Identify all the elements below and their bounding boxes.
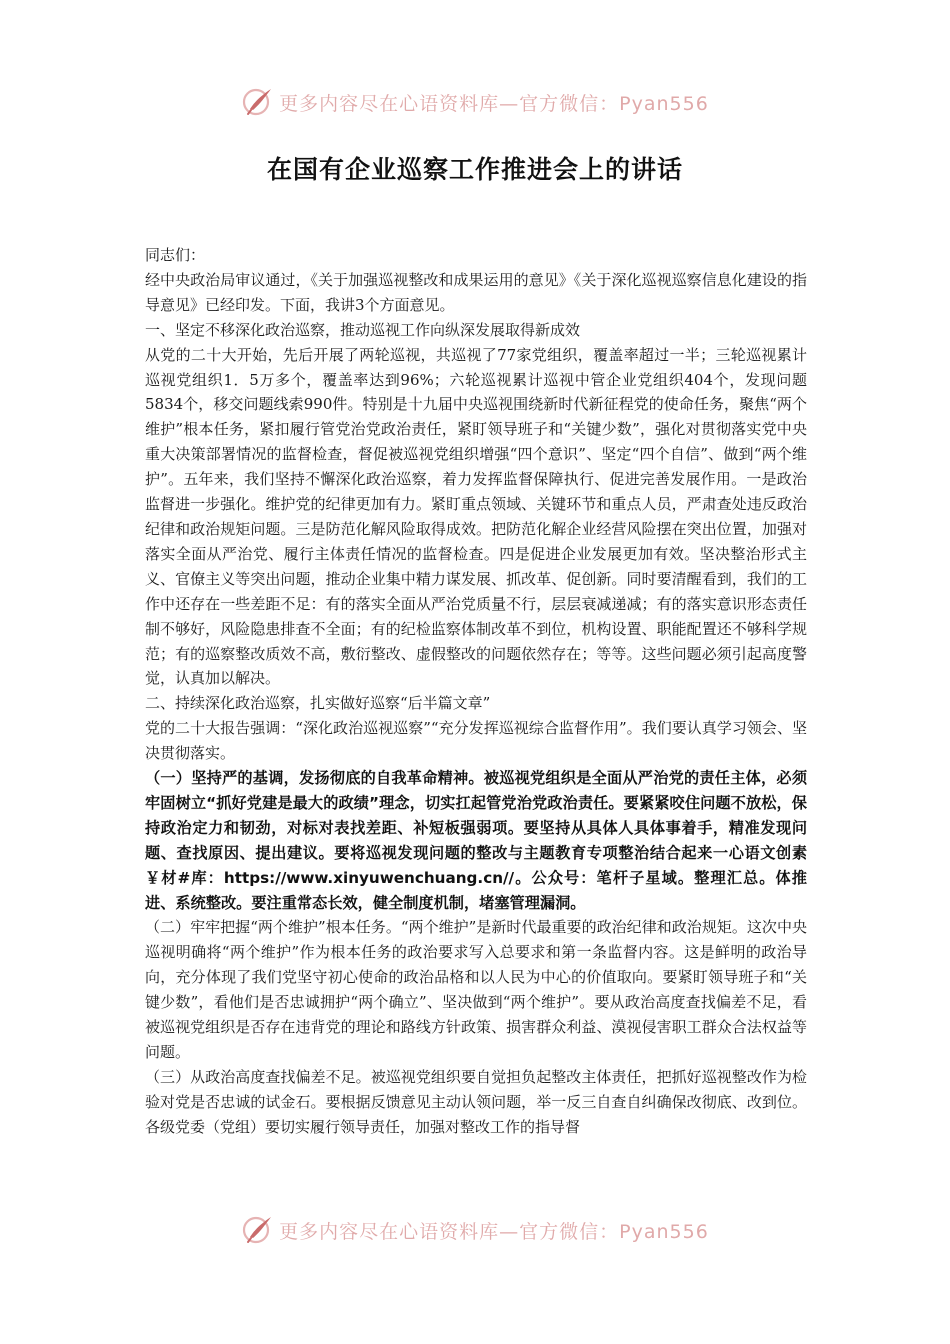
document-body [145, 243, 807, 1140]
quill-pen-logo-icon [241, 85, 275, 119]
header-banner [0, 82, 950, 122]
banner-text [279, 1217, 709, 1244]
paragraph-subsection-1: （一）坚持严的基调，发扬彻底的自我革命精神。被巡视党组织是全面从严治党的责任主体，必须牢固树立“抓好党建是最大的政绩”理念，切实扛起管党治党政治责任。要紧紧咬住问题不放松，保持政治定力和韧劲，对标对表找差距、补短板强弱项。要坚持从具体人具体事着手，精准发现问题、查找原因、提出建议。要将巡视发现问题的整改与主题教育专项整治结合起来一心语文创素￥材#库：https://www.xinyuwenchuang.cn//。公众号：笔杆子星域。整理汇总。体推进、系统整改。要注重常态长效，健全制度机制，堵塞管理漏洞。 [145, 769, 807, 912]
banner-slogan: 更多内容尽在心语资料库—官方微信： [279, 92, 620, 115]
paragraph-section-1: 从党的二十大开始，先后开展了两轮巡视，共巡视了77家党组织，覆盖率超过一半；三轮巡视累计巡视党组织1．5万多个，覆盖率达到96%；六轮巡视累计巡视中管企业党组织404个，发现问题5834个，移交问题线索990件。特别是十九届中央巡视围绕新时代新征程党的使命任务，聚焦“两个维护”根本任务，紧扣履行管党治党政治责任，紧盯领导班子和“关键少数”，强化对贯彻落实党中央重大决策部署情况的监督检查，督促被巡视党组织增强“四个意识”、坚定“四个自信”、做到“两个维护”。五年来，我们坚持不懈深化政治巡察，着力发挥监督保障执行、促进完善发展作用。一是政治监督进一步强化。维护党的纪律更加有力。紧盯重点领域、关键环节和重点人员，严肃查处违反政治纪律和政治规矩问题。三是防范化解风险取得成效。把防范化解企业经营风险摆在突出位置，加强对落实全面从严治党、履行主体责任情况的监督检查。四是促进企业发展更加有效。坚决整治形式主义、官僚主义等突出问题，推动企业集中精力谋发展、抓改革、促创新。同时要清醒看到，我们的工作中还存在一些差距不足：有的落实全面从严治党质量不行，层层衰减递减；有的落实意识形态责任制不够好，风险隐患排查不全面；有的纪检监察体制改革不到位，机构设置、职能配置还不够科学规范；有的巡察整改质效不高，敷衍整改、虚假整改的问题依然存在；等等。这些问题必须引起高度警觉，认真加以解决。 [145, 345, 807, 688]
quill-pen-logo-icon [241, 1213, 275, 1247]
paragraph-subsection-2: （二）牢牢把握“两个维护”根本任务。“两个维护”是新时代最重要的政治纪律和政治规矩。这次中央巡视明确将“两个维护”作为根本任务的政治要求写入总要求和第一条监督内容。这是鲜明的政治导向，充分体现了我们党坚守初心使命的政治品格和以人民为中心的价值取向。要紧盯领导班子和“关键少数”，看他们是否忠诚拥护“两个确立”、坚决做到“两个维护”。要从政治高度查找偏差不足，看被巡视党组织是否存在违背党的理论和路线方针政策、损害群众利益、漠视侵害职工群众合法权益等问题。 [145, 918, 807, 1061]
section-heading-1: 一、坚定不移深化政治巡察，推动巡视工作向纵深发展取得新成效 [145, 320, 581, 339]
paragraph-subsection-3: （三）从政治高度查找偏差不足。被巡视党组织要自觉担负起整改主体责任，把抓好巡视整改作为检验对党是否忠诚的试金石。要根据反馈意见主动认领问题，举一反三自查自纠确保改彻底、改到位。各级党委（党组）要切实履行领导责任，加强对整改工作的指导督 [145, 1067, 807, 1136]
page-title: 在国有企业巡察工作推进会上的讲话 [266, 155, 683, 184]
paragraph-section-2-intro: 党的二十大报告强调：“深化政治巡视巡察”“充分发挥巡视综合监督作用”。我们要认真学习领会、坚决贯彻落实。 [145, 719, 807, 763]
footer-banner [0, 1210, 950, 1250]
section-heading-2: 二、持续深化政治巡察，扎实做好巡察“后半篇文章” [145, 694, 491, 713]
paragraph-intro: 经中央政治局审议通过，《关于加强巡视整改和成果运用的意见》《关于深化巡视巡察信息化建设的指导意见》已经印发。下面，我讲3个方面意见。 [145, 270, 807, 314]
banner-slogan: 更多内容尽在心语资料库—官方微信： [279, 1220, 620, 1243]
salutation: 同志们： [145, 246, 206, 264]
wechat-id: Pyan556 [619, 92, 709, 115]
wechat-id: Pyan556 [619, 1220, 709, 1243]
banner-text [279, 89, 709, 116]
